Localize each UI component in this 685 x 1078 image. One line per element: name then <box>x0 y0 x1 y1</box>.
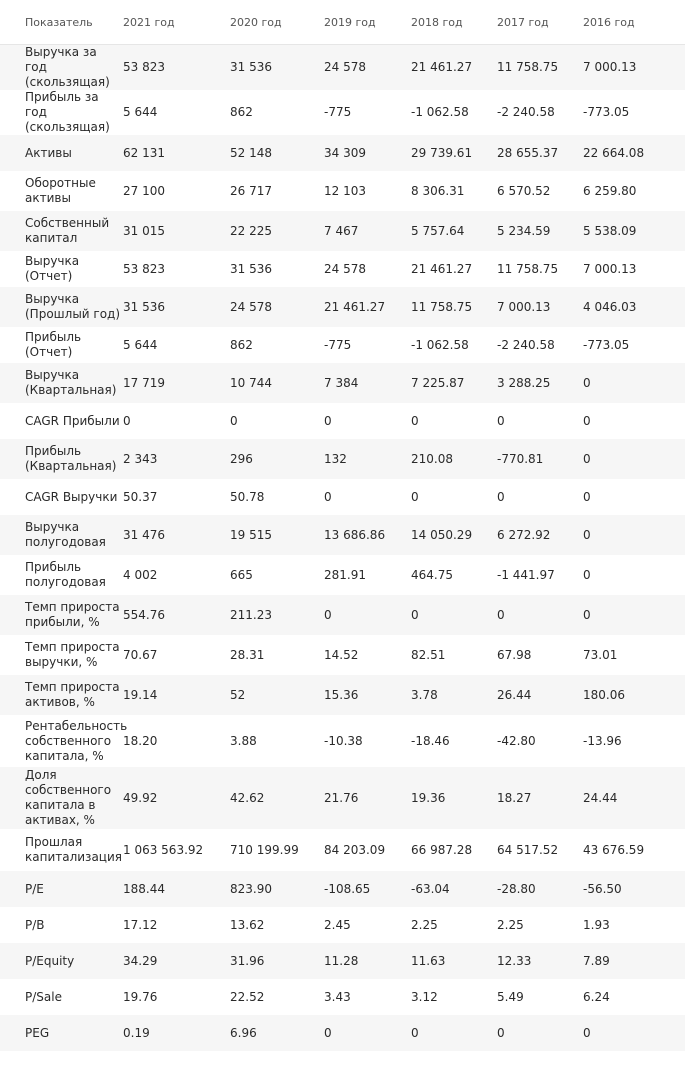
column-header-2020: 2020 год <box>230 0 324 45</box>
row-label: Выручка (Квартальная) <box>0 363 123 403</box>
table-cell: -775 <box>324 327 411 363</box>
row-label: Собственный капитал <box>0 211 123 251</box>
table-row <box>0 979 685 1015</box>
table-row <box>0 251 685 287</box>
table-cell: -108.65 <box>324 871 411 907</box>
table-row <box>0 767 685 829</box>
table-cell: 3.12 <box>411 979 497 1015</box>
table-cell: 0 <box>583 555 685 595</box>
table-cell: -2 240.58 <box>497 327 583 363</box>
table-row <box>0 871 685 907</box>
table-cell: 13.62 <box>230 907 324 943</box>
table-cell: 665 <box>230 555 324 595</box>
table-cell: 7 225.87 <box>411 363 497 403</box>
table-cell: 5 538.09 <box>583 211 685 251</box>
table-cell: 19.36 <box>411 767 497 829</box>
table-cell: 64 517.52 <box>497 829 583 871</box>
table-cell: 7 000.13 <box>583 251 685 287</box>
row-label: CAGR Прибыли <box>0 403 123 439</box>
row-label: P/Equity <box>0 943 123 979</box>
table-cell: 82.51 <box>411 635 497 675</box>
table-cell: 22 225 <box>230 211 324 251</box>
table-row <box>0 635 685 675</box>
table-row <box>0 90 685 135</box>
row-label: Прошлая капитализация <box>0 829 123 871</box>
table-cell: 0 <box>411 1015 497 1051</box>
table-cell: 15.36 <box>324 675 411 715</box>
table-cell: 211.23 <box>230 595 324 635</box>
table-cell: 710 199.99 <box>230 829 324 871</box>
table-cell: 12.33 <box>497 943 583 979</box>
table-cell: 19 515 <box>230 515 324 555</box>
table-cell: 24 578 <box>324 45 411 91</box>
table-cell: -63.04 <box>411 871 497 907</box>
table-cell: 14 050.29 <box>411 515 497 555</box>
table-cell: 5 757.64 <box>411 211 497 251</box>
table-cell: 0 <box>230 403 324 439</box>
table-cell: 21 461.27 <box>411 45 497 91</box>
table-cell: 50.78 <box>230 479 324 515</box>
table-cell: 1 063 563.92 <box>123 829 230 871</box>
table-cell: 5.49 <box>497 979 583 1015</box>
table-cell: 0 <box>497 1015 583 1051</box>
table-cell: 281.91 <box>324 555 411 595</box>
table-cell: 0 <box>324 1015 411 1051</box>
row-label: P/B <box>0 907 123 943</box>
table-row <box>0 675 685 715</box>
table-row <box>0 403 685 439</box>
table-cell: 6 259.80 <box>583 171 685 211</box>
table-row <box>0 1015 685 1051</box>
row-label: PEG <box>0 1015 123 1051</box>
table-cell: 62 131 <box>123 135 230 171</box>
table-cell: 188.44 <box>123 871 230 907</box>
table-row <box>0 439 685 479</box>
table-cell: 18.20 <box>123 715 230 767</box>
row-label: Прибыль полугодовая <box>0 555 123 595</box>
table-cell: -1 441.97 <box>497 555 583 595</box>
column-header-2018: 2018 год <box>411 0 497 45</box>
table-cell: 11.28 <box>324 943 411 979</box>
table-cell: 7 000.13 <box>497 287 583 327</box>
table-cell: 7 384 <box>324 363 411 403</box>
table-cell: 180.06 <box>583 675 685 715</box>
table-cell: 67.98 <box>497 635 583 675</box>
table-cell: 210.08 <box>411 439 497 479</box>
table-cell: 31 536 <box>230 45 324 91</box>
table-row <box>0 287 685 327</box>
table-cell: 19.14 <box>123 675 230 715</box>
table-row <box>0 45 685 91</box>
table-row <box>0 715 685 767</box>
table-row <box>0 907 685 943</box>
column-header-indicator: Показатель <box>0 0 123 45</box>
row-label: Темп прироста активов, % <box>0 675 123 715</box>
table-row <box>0 595 685 635</box>
table-cell: 27 100 <box>123 171 230 211</box>
table-cell: 14.52 <box>324 635 411 675</box>
table-cell: 24 578 <box>230 287 324 327</box>
table-cell: 5 234.59 <box>497 211 583 251</box>
table-cell: 21.76 <box>324 767 411 829</box>
table-cell: 52 148 <box>230 135 324 171</box>
row-label: Активы <box>0 135 123 171</box>
table-cell: 5 644 <box>123 327 230 363</box>
table-row <box>0 211 685 251</box>
table-row <box>0 327 685 363</box>
table-cell: 8 306.31 <box>411 171 497 211</box>
table-cell: 53 823 <box>123 251 230 287</box>
table-cell: 4 002 <box>123 555 230 595</box>
table-cell: 22.52 <box>230 979 324 1015</box>
table-cell: 0 <box>324 595 411 635</box>
table-cell: 31.96 <box>230 943 324 979</box>
table-cell: -56.50 <box>583 871 685 907</box>
table-cell: 0 <box>324 403 411 439</box>
table-cell: 31 536 <box>230 251 324 287</box>
table-cell: 26 717 <box>230 171 324 211</box>
table-cell: 0 <box>583 363 685 403</box>
table-row <box>0 555 685 595</box>
table-cell: 24 578 <box>324 251 411 287</box>
table-cell: 6.96 <box>230 1015 324 1051</box>
table-cell: -42.80 <box>497 715 583 767</box>
table-cell: 11 758.75 <box>497 251 583 287</box>
table-row <box>0 515 685 555</box>
table-cell: 0 <box>583 403 685 439</box>
table-cell: 49.92 <box>123 767 230 829</box>
table-cell: 0 <box>411 403 497 439</box>
table-cell: 52 <box>230 675 324 715</box>
table-row <box>0 135 685 171</box>
table-cell: 21 461.27 <box>324 287 411 327</box>
table-cell: -28.80 <box>497 871 583 907</box>
row-label: Прибыль (Отчет) <box>0 327 123 363</box>
table-cell: 21 461.27 <box>411 251 497 287</box>
table-cell: 0 <box>583 479 685 515</box>
row-label: Выручка за год (скользящая) <box>0 45 123 91</box>
row-label: Прибыль (Квартальная) <box>0 439 123 479</box>
table-cell: 6 272.92 <box>497 515 583 555</box>
table-cell: 0 <box>497 595 583 635</box>
table-cell: 2.25 <box>411 907 497 943</box>
table-cell: 0 <box>411 479 497 515</box>
table-cell: 3 288.25 <box>497 363 583 403</box>
table-cell: 18.27 <box>497 767 583 829</box>
table-cell: 862 <box>230 90 324 135</box>
table-cell: 0 <box>583 595 685 635</box>
table-cell: 53 823 <box>123 45 230 91</box>
table-cell: 2.25 <box>497 907 583 943</box>
table-row <box>0 363 685 403</box>
table-cell: 0 <box>324 479 411 515</box>
row-label: Выручка (Прошлый год) <box>0 287 123 327</box>
column-header-2021: 2021 год <box>123 0 230 45</box>
table-cell: 70.67 <box>123 635 230 675</box>
table-cell: 84 203.09 <box>324 829 411 871</box>
table-row <box>0 943 685 979</box>
table-cell: 0 <box>583 1015 685 1051</box>
table-cell: -770.81 <box>497 439 583 479</box>
table-cell: 7.89 <box>583 943 685 979</box>
row-label: Темп прироста выручки, % <box>0 635 123 675</box>
column-header-2019: 2019 год <box>324 0 411 45</box>
table-cell: 464.75 <box>411 555 497 595</box>
table-cell: 0 <box>411 595 497 635</box>
row-label: P/Sale <box>0 979 123 1015</box>
table-cell: -13.96 <box>583 715 685 767</box>
column-header-2016: 2016 год <box>583 0 685 45</box>
row-label: Темп прироста прибыли, % <box>0 595 123 635</box>
table-row <box>0 829 685 871</box>
table-cell: -1 062.58 <box>411 90 497 135</box>
table-cell: 132 <box>324 439 411 479</box>
table-cell: 28.31 <box>230 635 324 675</box>
table-cell: 1.93 <box>583 907 685 943</box>
row-label: P/E <box>0 871 123 907</box>
header-row <box>0 0 685 45</box>
table-row <box>0 171 685 211</box>
table-cell: -773.05 <box>583 327 685 363</box>
table-cell: 19.76 <box>123 979 230 1015</box>
table-cell: 0 <box>497 479 583 515</box>
table-cell: 0.19 <box>123 1015 230 1051</box>
table-cell: 554.76 <box>123 595 230 635</box>
row-label: CAGR Выручки <box>0 479 123 515</box>
row-label: Выручка полугодовая <box>0 515 123 555</box>
table-cell: -18.46 <box>411 715 497 767</box>
table-cell: 34 309 <box>324 135 411 171</box>
table-cell: 862 <box>230 327 324 363</box>
table-cell: 0 <box>497 403 583 439</box>
table-cell: 3.78 <box>411 675 497 715</box>
table-cell: 24.44 <box>583 767 685 829</box>
row-label: Доля собственного капитала в активах, % <box>0 767 123 829</box>
table-cell: 296 <box>230 439 324 479</box>
table-cell: -775 <box>324 90 411 135</box>
table-row <box>0 479 685 515</box>
table-cell: 0 <box>123 403 230 439</box>
table-cell: 6 570.52 <box>497 171 583 211</box>
column-header-2017: 2017 год <box>497 0 583 45</box>
table-cell: 22 664.08 <box>583 135 685 171</box>
table-cell: 3.88 <box>230 715 324 767</box>
table-cell: 6.24 <box>583 979 685 1015</box>
table-cell: 31 015 <box>123 211 230 251</box>
table-cell: -1 062.58 <box>411 327 497 363</box>
table-cell: 66 987.28 <box>411 829 497 871</box>
table-cell: 2.45 <box>324 907 411 943</box>
table-cell: 42.62 <box>230 767 324 829</box>
table-cell: 13 686.86 <box>324 515 411 555</box>
table-cell: 823.90 <box>230 871 324 907</box>
table-cell: 73.01 <box>583 635 685 675</box>
table-cell: 50.37 <box>123 479 230 515</box>
row-label: Прибыль за год (скользящая) <box>0 90 123 135</box>
table-cell: 17 719 <box>123 363 230 403</box>
table-cell: 12 103 <box>324 171 411 211</box>
table-cell: 0 <box>583 439 685 479</box>
table-cell: 29 739.61 <box>411 135 497 171</box>
table-cell: 31 476 <box>123 515 230 555</box>
row-label: Выручка (Отчет) <box>0 251 123 287</box>
table-cell: -2 240.58 <box>497 90 583 135</box>
table-cell: 17.12 <box>123 907 230 943</box>
table-cell: 7 000.13 <box>583 45 685 91</box>
table-cell: 2 343 <box>123 439 230 479</box>
table-cell: 7 467 <box>324 211 411 251</box>
row-label: Оборотные активы <box>0 171 123 211</box>
table-cell: 0 <box>583 515 685 555</box>
row-label: Рентабельность собственного капитала, % <box>0 715 123 767</box>
table-cell: 34.29 <box>123 943 230 979</box>
table-cell: 3.43 <box>324 979 411 1015</box>
table-cell: 11.63 <box>411 943 497 979</box>
table-cell: -773.05 <box>583 90 685 135</box>
table-cell: 5 644 <box>123 90 230 135</box>
table-cell: 11 758.75 <box>497 45 583 91</box>
table-cell: 43 676.59 <box>583 829 685 871</box>
table-cell: 11 758.75 <box>411 287 497 327</box>
table-cell: 4 046.03 <box>583 287 685 327</box>
table-cell: -10.38 <box>324 715 411 767</box>
table-cell: 28 655.37 <box>497 135 583 171</box>
table-cell: 31 536 <box>123 287 230 327</box>
table-cell: 26.44 <box>497 675 583 715</box>
table-cell: 10 744 <box>230 363 324 403</box>
